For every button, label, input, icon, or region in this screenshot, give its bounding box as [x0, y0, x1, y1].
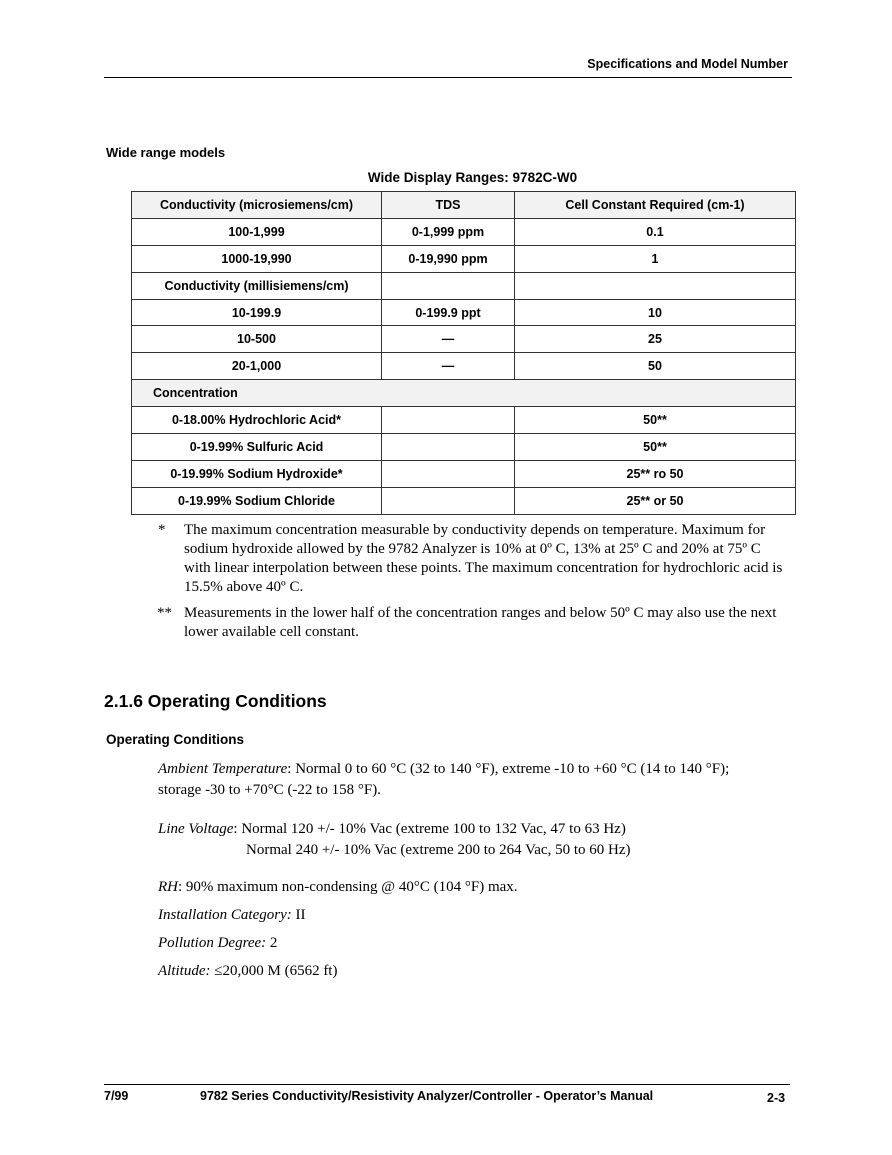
column-header-tds: TDS	[382, 192, 515, 219]
table-cell: 1000-19,990	[132, 245, 382, 272]
table-cell	[382, 407, 515, 434]
pollution-degree-value: 2	[266, 935, 278, 951]
table-cell: 10	[515, 299, 796, 326]
wide-display-ranges-table	[131, 191, 796, 515]
line-voltage-value-240: Normal 240 +/- 10% Vac (extreme 200 to 264 Vac, 50 to 60 Hz)	[246, 842, 631, 858]
table-cell	[382, 272, 515, 299]
table-row	[132, 434, 796, 461]
table-header-row	[132, 192, 796, 219]
table-cell: 0.1	[515, 218, 796, 245]
table-row	[132, 218, 796, 245]
ambient-temperature-spec	[158, 759, 729, 801]
table-cell: 1	[515, 245, 796, 272]
table-row	[132, 353, 796, 380]
table-caption: Wide Display Ranges: 9782C-W0	[367, 170, 578, 185]
rh-value: : 90% maximum non-condensing @ 40°C (104 °F) max.	[178, 879, 518, 895]
footnote-mark: **	[157, 605, 172, 621]
table-cell: 25	[515, 326, 796, 353]
table-cell: Conductivity (millisiemens/cm)	[132, 272, 382, 299]
rh-label: RH	[158, 879, 178, 895]
footnote-single-asterisk	[158, 521, 790, 597]
footnote-text: The maximum concentration measurable by conductivity depends on temperature. Maximum for sodium hydroxide allowed by the 9782 Analyzer is 10% at 0º C, 13% at 25º C and 20% at 75º C with linear interpolation between these points. The maximum concentration for hydrochloric acid is 15.5% above 40º C.	[184, 522, 783, 595]
footer-page-number: 2-3	[767, 1091, 786, 1105]
column-header-conductivity: Conductivity (microsiemens/cm)	[132, 192, 382, 219]
table-cell: 0-18.00% Hydrochloric Acid*	[132, 407, 382, 434]
footnote-mark: *	[158, 522, 166, 538]
operating-conditions-subheading: Operating Conditions	[106, 732, 244, 747]
table-cell: 20-1,000	[132, 353, 382, 380]
ambient-temperature-value: : Normal 0 to 60 °C (32 to 140 °F), extreme -10 to +60 °C (14 to 140 °F);	[287, 761, 730, 777]
wide-range-heading: Wide range models	[106, 145, 226, 160]
table-cell: —	[382, 326, 515, 353]
table-cell: 0-1,999 ppm	[382, 218, 515, 245]
installation-category-label: Installation Category:	[158, 907, 292, 923]
footer-manual-title: 9782 Series Conductivity/Resistivity Analyzer/Controller - Operator’s Manual	[200, 1089, 654, 1103]
table-cell: 0-19.99% Sodium Hydroxide*	[132, 460, 382, 487]
installation-category-spec	[158, 905, 306, 926]
rh-spec	[158, 877, 518, 898]
section-heading: 2.1.6 Operating Conditions	[104, 691, 327, 711]
table-cell: 25** ro 50	[515, 460, 796, 487]
table-row	[132, 460, 796, 487]
table-footnotes	[158, 521, 790, 649]
table-cell: 50**	[515, 407, 796, 434]
table-row	[132, 407, 796, 434]
table-cell: —	[382, 353, 515, 380]
table-cell: 0-19,990 ppm	[382, 245, 515, 272]
header-rule	[104, 77, 792, 78]
table-cell	[515, 272, 796, 299]
table-row	[132, 272, 796, 299]
altitude-spec	[158, 961, 337, 982]
pollution-degree-label: Pollution Degree:	[158, 935, 267, 951]
table-cell: 50**	[515, 434, 796, 461]
table-row	[132, 487, 796, 514]
concentration-label: Concentration	[132, 380, 796, 407]
running-header-title: Specifications and Model Number	[587, 57, 788, 71]
footnote-double-asterisk	[158, 604, 790, 642]
column-header-cell-constant: Cell Constant Required (cm-1)	[515, 192, 796, 219]
table-cell: 50	[515, 353, 796, 380]
pollution-degree-spec	[158, 933, 277, 954]
table-cell: 25** or 50	[515, 487, 796, 514]
table-row	[132, 326, 796, 353]
installation-category-value: II	[291, 907, 306, 923]
table-row	[132, 245, 796, 272]
altitude-value: ≤20,000 M (6562 ft)	[210, 963, 338, 979]
table-cell: 10-500	[132, 326, 382, 353]
footnote-text: Measurements in the lower half of the concentration ranges and below 50º C may also use the next lower available cell constant.	[184, 605, 777, 640]
table-cell	[382, 487, 515, 514]
table-row	[132, 299, 796, 326]
table-cell: 10-199.9	[132, 299, 382, 326]
table-cell: 100-1,999	[132, 218, 382, 245]
table-cell: 0-199.9 ppt	[382, 299, 515, 326]
altitude-label: Altitude:	[158, 963, 211, 979]
footer-date: 7/99	[104, 1089, 129, 1103]
concentration-section-row	[132, 380, 796, 407]
storage-temperature-value: storage -30 to +70°C (-22 to 158 °F).	[158, 782, 381, 798]
table-cell: 0-19.99% Sulfuric Acid	[132, 434, 382, 461]
line-voltage-spec	[158, 819, 631, 861]
line-voltage-value-120: : Normal 120 +/- 10% Vac (extreme 100 to 132 Vac, 47 to 63 Hz)	[233, 821, 626, 837]
table-cell	[382, 434, 515, 461]
ambient-temperature-label: Ambient Temperature	[158, 761, 288, 777]
line-voltage-label: Line Voltage	[158, 821, 234, 837]
footer-rule	[104, 1084, 790, 1085]
table-cell	[382, 460, 515, 487]
table-cell: 0-19.99% Sodium Chloride	[132, 487, 382, 514]
